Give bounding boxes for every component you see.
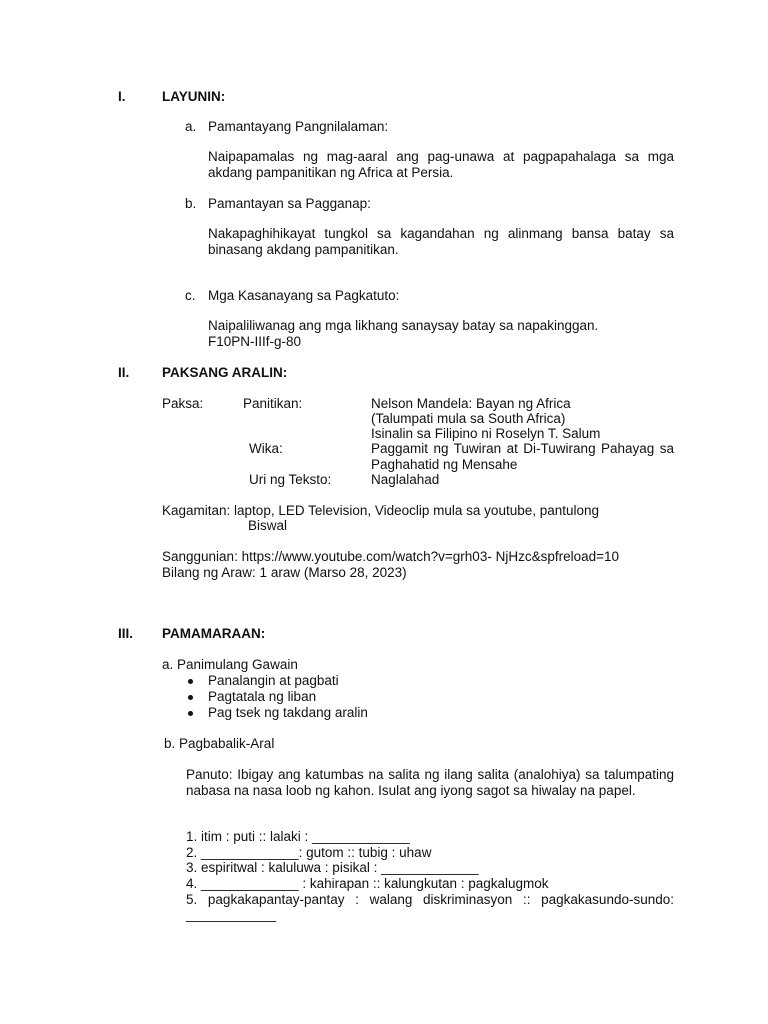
item-c-text: Naipaliliwanag ang mga likhang sanaysay batay sa napakinggan. [208,318,599,333]
panitikan-line-3: Isinalin sa Filipino ni Roselyn T. Salum [371,426,601,441]
uri-value: Naglalahad [371,472,440,487]
sanggunian: Sanggunian: https://www.youtube.com/watch?v=grh03- NjHzc&spfreload=10 [162,549,620,564]
bullet-item-2: Pagtatala ng liban [208,689,317,704]
analogy-item-3: 3. espiritwal : kaluluwa : pisikal : _____________ [186,860,479,875]
analogy-item-4: 4. _____________ : kahirapan :: kalungkutan : pagkalugmok [186,876,549,891]
item-a-text: Naipapamalas ng mag-aaral ang pag-unawa at pagpapahalaga sa mga akdang pampanitikan ng Africa at Persia. [208,149,674,180]
analogy-item-2: 2. _____________: gutom :: tubig : uhaw [186,845,432,860]
section-1-numeral: I. [118,89,126,104]
panimulang-gawain-label: a. Panimulang Gawain [162,657,298,672]
item-a-letter: a. [185,119,197,134]
item-a-label: Pamantayang Pangnilalaman: [208,119,389,134]
item-b-label: Pamantayan sa Pagganap: [208,196,371,211]
section-2-numeral: II. [118,365,130,380]
pagbabalik-aral-label: b. Pagbabalik-Aral [164,736,275,751]
competency-code: F10PN-IIIf-g-80 [208,334,302,349]
item-c-letter: c. [185,288,196,303]
item-c-label: Mga Kasanayang sa Pagkatuto: [208,288,400,303]
bullet-item-3: Pag tsek ng takdang aralin [208,705,368,720]
section-3-title: PAMAMARAAN: [162,626,266,641]
section-2-title: PAKSANG ARALIN: [162,365,288,380]
analogy-item-5-blank: ____________ [186,907,277,922]
analogy-item-1: 1. itim : puti :: lalaki : _____________ [186,829,410,844]
section-3-numeral: III. [118,626,134,641]
panuto-text: Panuto: Ibigay ang katumbas na salita ng ilang salita (analohiya) sa talumpating nabasa na nasa loob ng kahon. Isulat ang iyong sagot sa hiwalay na papel. [186,767,674,798]
kagamitan-line-2: Biswal [248,518,288,533]
bullet-icon [188,695,193,700]
panitikan-line-2: (Talumpati mula sa South Africa) [371,411,566,426]
panitikan-line-1: Nelson Mandela: Bayan ng Africa [371,396,571,411]
bullet-icon [188,711,193,716]
wika-label: Wika: [249,441,283,456]
wika-text: Paggamit ng Tuwiran at Di-Tuwirang Pahayag sa Paghahatid ng Mensahe [371,441,674,472]
section-1-title: LAYUNIN: [162,89,226,104]
paksa-label: Paksa: [162,396,204,411]
uri-label: Uri ng Teksto: [249,472,332,487]
panitikan-label: Panitikan: [243,396,303,411]
bullet-icon [188,679,193,684]
item-b-text: Nakapaghihikayat tungkol sa kagandahan ng alinmang bansa batay sa binasang akdang pampanitikan. [208,226,674,257]
analogy-item-5: 5. pagkakapantay-pantay : walang diskriminasyon :: pagkakasundo-sundo: [186,892,674,907]
bullet-item-1: Panalangin at pagbati [208,673,339,688]
item-b-letter: b. [185,196,197,211]
bilang-ng-araw: Bilang ng Araw: 1 araw (Marso 28, 2023) [162,565,407,580]
kagamitan-line-1: Kagamitan: laptop, LED Television, Videoclip mula sa youtube, pantulong [162,503,600,518]
